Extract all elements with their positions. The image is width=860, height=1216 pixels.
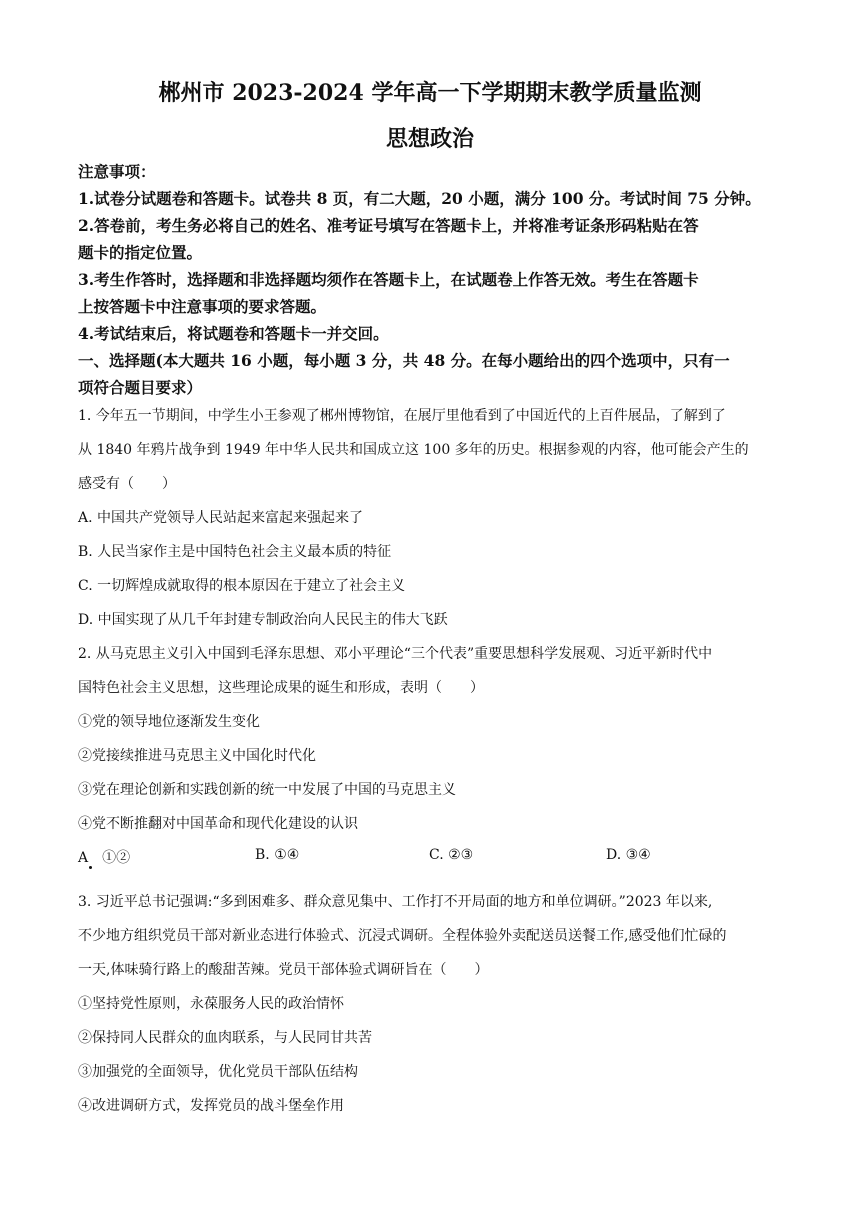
statement: ③党在理论创新和实践创新的统一中发展了中国的马克思主义 bbox=[78, 782, 456, 798]
notice-item: 上按答题卡中注意事项的要求答题。 bbox=[78, 297, 327, 316]
notice-item: 4.考试结束后，将试题卷和答题卡一并交回。 bbox=[78, 324, 389, 343]
exam-subject: 思想政治 bbox=[385, 126, 474, 152]
answer-option: B. 人民当家作主是中国特色社会主义最本质的特征 bbox=[78, 544, 392, 560]
notice-item: 2.答卷前，考生务必将自己的姓名、准考证号填写在答题卡上，并将准考证条形码粘贴在答 bbox=[78, 216, 699, 235]
answer-choice: A ①② bbox=[78, 850, 131, 866]
question-stem: 1. 今年五一节期间，中学生小王参观了郴州博物馆，在展厅里他看到了中国近代的上百件展品，了解到了 bbox=[78, 408, 726, 424]
statement: ③加强党的全面领导，优化党员干部队伍结构 bbox=[78, 1064, 358, 1080]
answer-choice: D. ③④ bbox=[606, 847, 651, 863]
question-stem: 3. 习近平总书记强调:“多到困难多、群众意见集中、工作打不开局面的地方和单位调研。”2023 年以来, bbox=[78, 894, 713, 910]
notice-heading: 注意事项： bbox=[78, 162, 156, 181]
answer-option: A. 中国共产党领导人民站起来富起来强起来了 bbox=[78, 510, 364, 526]
section-heading: 项符合题目要求） bbox=[78, 378, 203, 397]
question-stem: 一天,体味骑行路上的酸甜苦辣。党员干部体验式调研旨在（ ） bbox=[78, 962, 489, 978]
question-stem: 从 1840 年鸦片战争到 1949 年中华人民共和国成立这 100 多年的历史。根据参观的内容，他可能会产生的 bbox=[78, 442, 749, 458]
question-stem: 不少地方组织党员干部对新业态进行体验式、沉浸式调研。全程体验外卖配送员送餐工作,感受他们忙碌的 bbox=[78, 928, 727, 944]
notice-item: 3.考生作答时，选择题和非选择题均须作在答题卡上，在试题卷上作答无效。考生在答题卡 bbox=[78, 270, 699, 289]
exam-title: 郴州市 2023-2024 学年高一下学期期末教学质量监测 bbox=[158, 80, 702, 106]
question-stem: 感受有（ ） bbox=[78, 476, 176, 492]
answer-choice: C. ②③ bbox=[429, 847, 474, 863]
statement: ①坚持党性原则，永葆服务人民的政治情怀 bbox=[78, 996, 344, 1012]
notice-item: 题卡的指定位置。 bbox=[78, 243, 203, 262]
notice-item: 1.试卷分试题卷和答题卡。试卷共 8 页，有二大题，20 小题，满分 100 分。考试时间 75 分钟。 bbox=[78, 189, 761, 208]
statement: ①党的领导地位逐渐发生变化 bbox=[78, 714, 260, 730]
answer-option: C. 一切辉煌成就取得的根本原因在于建立了社会主义 bbox=[78, 578, 406, 594]
statement: ④改进调研方式，发挥党员的战斗堡垒作用 bbox=[78, 1098, 344, 1114]
answer-option: D. 中国实现了从几千年封建专制政治向人民民主的伟大飞跃 bbox=[78, 612, 448, 628]
answer-choice: B. ①④ bbox=[255, 847, 300, 863]
question-stem: 2. 从马克思主义引入中国到毛泽东思想、邓小平理论“三个代表”重要思想科学发展观、习近平新时代中 bbox=[78, 646, 713, 662]
statement: ④党不断推翻对中国革命和现代化建设的认识 bbox=[78, 816, 358, 832]
statement: ②党接续推进马克思主义中国化时代化 bbox=[78, 748, 316, 764]
question-stem: 国特色社会主义思想，这些理论成果的诞生和形成，表明（ ） bbox=[78, 680, 484, 696]
section-heading: 一、选择题(本大题共 16 小题，每小题 3 分，共 48 分。在每小题给出的四个选项中，只有一 bbox=[78, 351, 730, 370]
statement: ②保持同人民群众的血肉联系，与人民同甘共苦 bbox=[78, 1030, 372, 1046]
print-dot bbox=[89, 866, 92, 869]
